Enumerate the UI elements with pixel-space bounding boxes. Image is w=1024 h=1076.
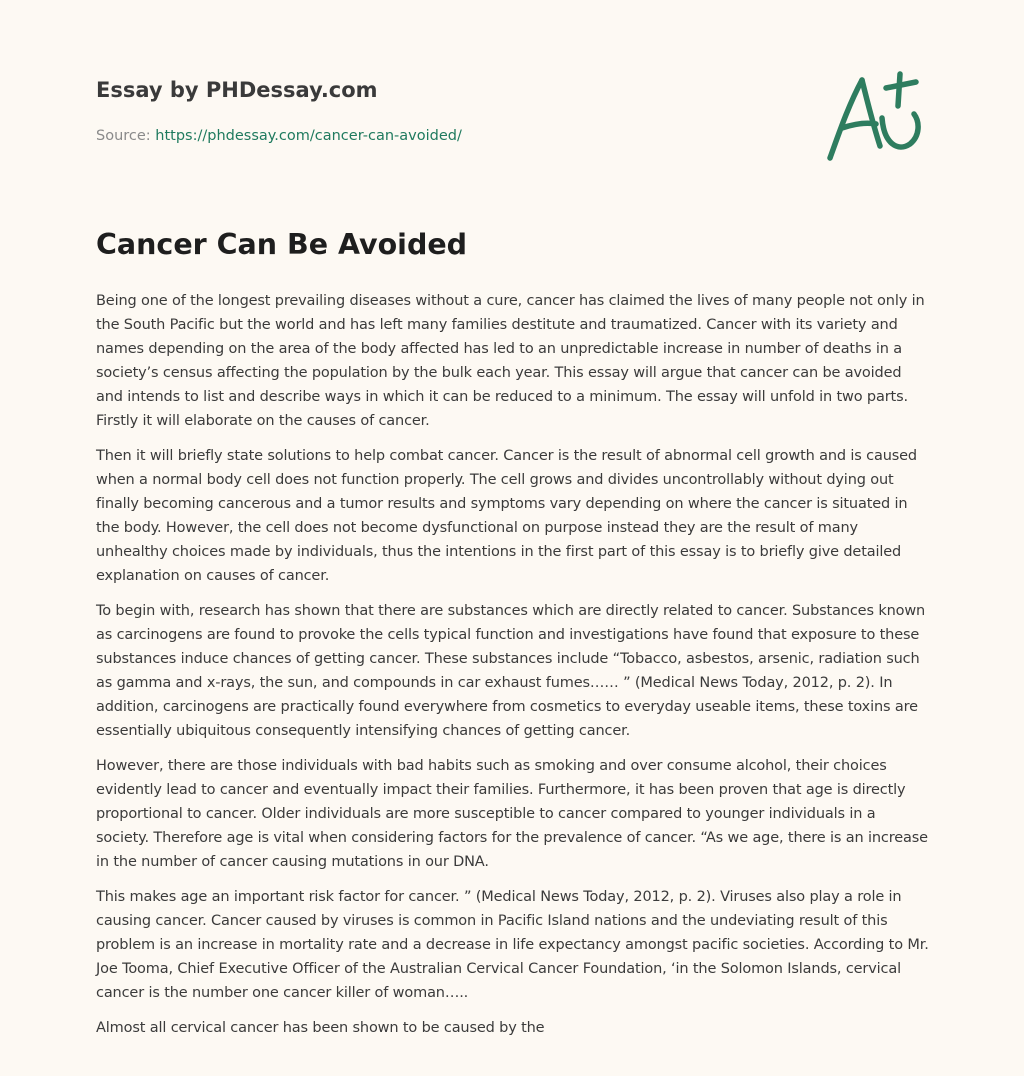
essay-paragraph-6: Almost all cervical cancer has been shown to be caused by the bbox=[96, 1020, 545, 1036]
essay-paragraph-4: However, there are those individuals with bad habits such as smoking and over consume alcohol, their choices evidently lead to cancer and eventually impact their families. Furthermore, it has been proven that age is directly proportional to cancer. Older individuals are more susceptible to cancer compared to younger individuals in a society. Therefore age is vital when considering factors for the prevalence of cancer. “As we age, there is an increase in the number of cancer causing mutations in our DNA. bbox=[96, 758, 928, 870]
page-header bbox=[96, 74, 796, 146]
a-plus-logo-icon bbox=[820, 66, 930, 166]
source-link[interactable]: https://phdessay.com/cancer-can-avoided/ bbox=[155, 128, 462, 144]
essay-paragraph-5: This makes age an important risk factor for cancer. ” (Medical News Today, 2012, p. 2). Viruses also play a role in causing cancer. Cancer caused by viruses is common in Pacific Island nations and the undeviating result of this problem is an increase in mortality rate and a decrease in life expectancy amongst pacific societies. According to Mr. Joe Tooma, Chief Executive Officer of the Australian Cervical Cancer Foundation, ‘in the Solomon Islands, cervical cancer is the number one cancer killer of woman….. bbox=[96, 889, 929, 1001]
essay-paragraph-1: Being one of the longest prevailing diseases without a cure, cancer has claimed the lives of many people not only in the South Pacific but the world and has left many families destitute and traumatized. Cancer with its variety and names depending on the area of the body affected has led to an unpredictable increase in number of deaths in a society’s census affecting the population by the bulk each year. This essay will argue that cancer can be avoided and intends to list and describe ways in which it can be reduced to a minimum. The essay will unfold in two parts. Firstly it will elaborate on the causes of cancer. bbox=[96, 293, 925, 429]
essay-title: Cancer Can Be Avoided bbox=[96, 228, 468, 261]
brand-title: Essay by PHDessay.com bbox=[96, 78, 378, 102]
source-line bbox=[96, 126, 796, 146]
essay-paragraph-3: To begin with, research has shown that there are substances which are directly related to cancer. Substances known as carcinogens are found to provoke the cells typical function and investigations have found that exposure to these substances induce chances of getting cancer. These substances include “Tobacco, asbestos, arsenic, radiation such as gamma and x-rays, the sun, and compounds in car exhaust fumes…… ” (Medical News Today, 2012, p. 2). In addition, carcinogens are practically found everywhere from cosmetics to everyday useable items, these toxins are essentially ubiquitous consequently intensifying chances of getting cancer. bbox=[96, 603, 926, 739]
source-label: Source: bbox=[96, 128, 156, 144]
essay-article bbox=[96, 222, 930, 1051]
essay-paragraph-2: Then it will briefly state solutions to help combat cancer. Cancer is the result of abnormal cell growth and is caused when a normal body cell does not function properly. The cell grows and divides uncontrollably without dying out finally becoming cancerous and a tumor results and symptoms vary depending on where the cancer is situated in the body. However, the cell does not become dysfunctional on purpose instead they are the result of many unhealthy choices made by individuals, thus the intentions in the first part of this essay is to briefly give detailed explanation on causes of cancer. bbox=[96, 448, 917, 584]
